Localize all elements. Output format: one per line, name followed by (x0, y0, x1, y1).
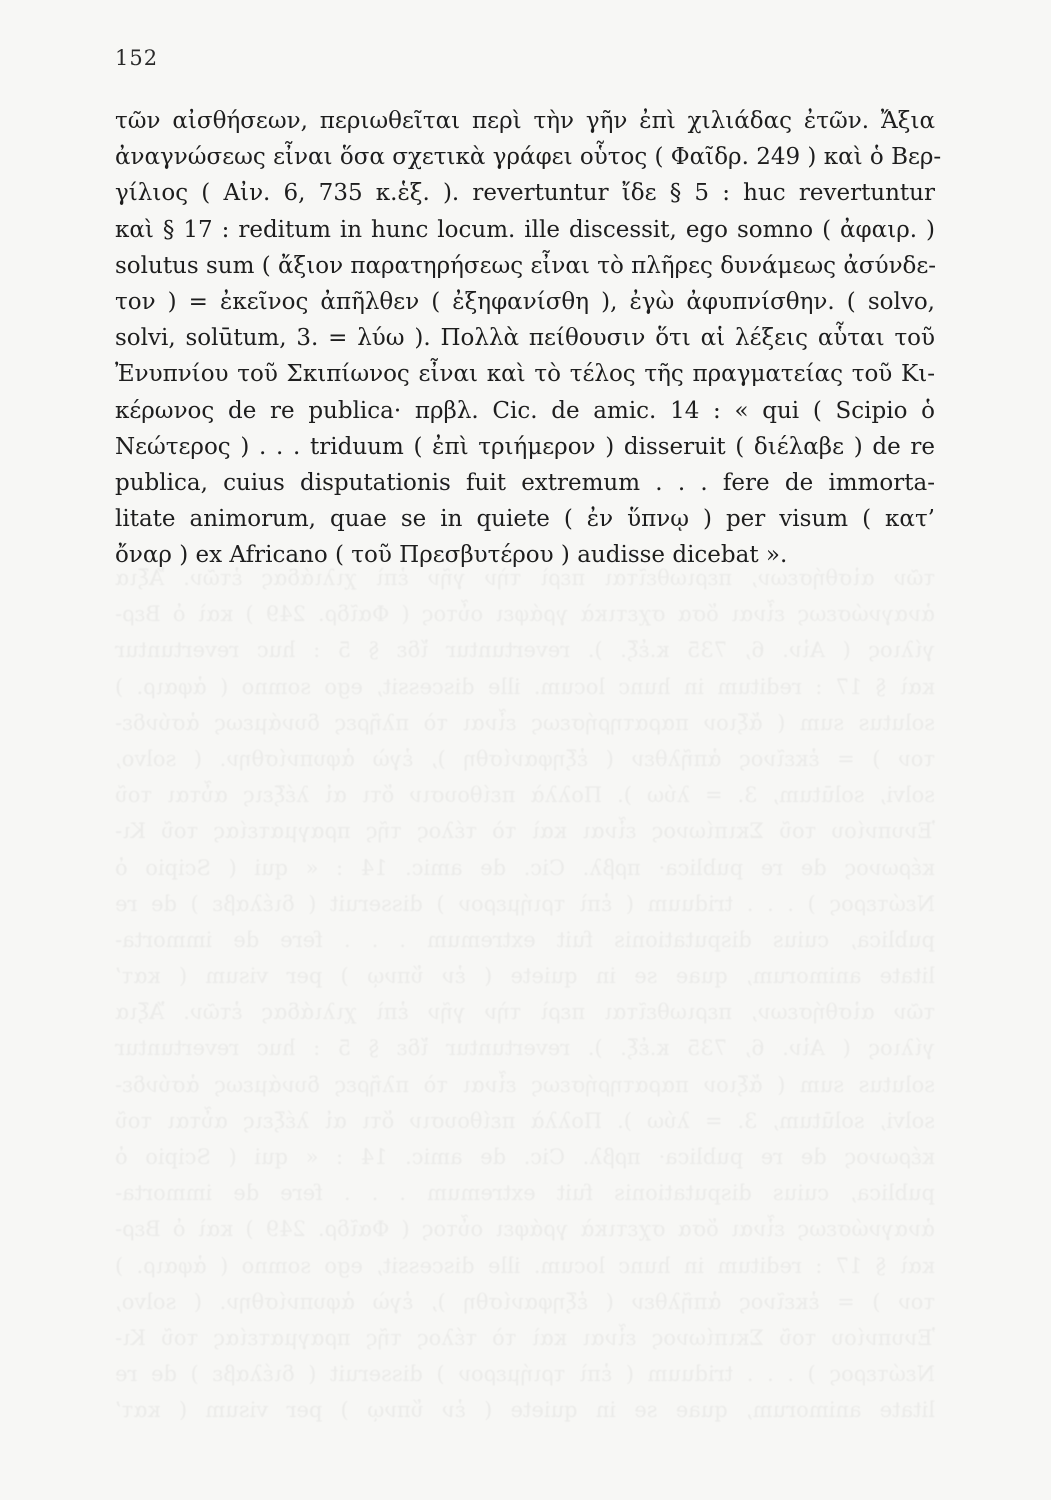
show-through-line: solvi, solūtum, 3. = λύω ). Πολλὰ πείθουσιν ὅτι αἱ λέξεις αὗται τοῦ (115, 1108, 935, 1133)
text-line: litate animorum, quae se in quiete ( ἐν ὕπνῳ ) per visum ( κατ’ (115, 506, 935, 533)
show-through-line: κέρωνος de re publica· πρβλ. Cic. de amic. 14 : « qui ( Scipio ὁ (115, 855, 935, 880)
show-through-line: Νεώτερος ) . . . triduum ( ἐπὶ τριήμερον ) disseruit ( διέλαβε ) de re (115, 891, 935, 916)
text-line: ἀναγνώσεως εἶναι ὅσα σχετικὰ γράφει οὗτος ( Φαῖδρ. 249 ) καὶ ὁ Βερ- (115, 144, 942, 171)
text-line: τον ) = ἐκεῖνος ἀπῆλθεν ( ἐξηφανίσθη ), ἐγὼ ἀφυπνίσθην. ( solvo, (115, 288, 935, 315)
show-through-line: solutus sum ( ἄξιον παρατηρήσεως εἶναι τὸ πλῆρες δυνάμεως ἀσύνδε- (115, 710, 935, 735)
show-through-line: litate animorum, quae se in quiete ( ἐν ὕπνῳ ) per visum ( κατ’ (115, 1398, 935, 1423)
page-number: 152 (115, 46, 159, 70)
show-through-line: Ἐνυπνίου τοῦ Σκιπίωνος εἶναι καὶ τὸ τέλος τῆς πραγματείας τοῦ Κι- (115, 1325, 935, 1350)
text-line: τῶν αἰσθήσεων, περιωθεῖται περὶ τὴν γῆν ἐπὶ χιλιάδας ἐτῶν. Ἄξια (115, 108, 935, 134)
show-through-line: γίλιος ( Αἰν. 6, 735 κ.ἑξ. ). revertuntur ἴδε § 5 : huc revertuntur (115, 638, 935, 663)
show-through-line: τον ) = ἐκεῖνος ἀπῆλθεν ( ἐξηφανίσθη ), ἐγὼ ἀφυπνίσθην. ( solvo, (115, 746, 935, 771)
text-line: ὄναρ ) ex Africano ( τοῦ Πρεσβυτέρου ) audisse dicebat ». (115, 542, 788, 569)
show-through-line: ἀναγνώσεως εἶναι ὅσα σχετικὰ γράφει οὗτος ( Φαῖδρ. 249 ) καὶ ὁ Βερ- (115, 602, 935, 627)
show-through-line: publica, cuius disputationis fuit extremum . . . fere de immorta- (115, 927, 935, 952)
text-line: Ἐνυπνίου τοῦ Σκιπίωνος εἶναι καὶ τὸ τέλος τῆς πραγματείας τοῦ Κι- (115, 361, 935, 388)
text-line: solvi, solūtum, 3. = λύω ). Πολλὰ πείθουσιν ὅτι αἱ λέξεις αὗται τοῦ (115, 325, 935, 352)
show-through-line: solutus sum ( ἄξιον παρατηρήσεως εἶναι τὸ πλῆρες δυνάμεως ἀσύνδε- (115, 1072, 935, 1097)
show-through-line: solvi, solūtum, 3. = λύω ). Πολλὰ πείθουσιν ὅτι αἱ λέξεις αὗται τοῦ (115, 783, 935, 808)
text-line: κέρωνος de re publica· πρβλ. Cic. de amic. 14 : « qui ( Scipio ὁ (115, 397, 935, 424)
text-line: publica, cuius disputationis fuit extremum . . . fere de immorta- (115, 469, 935, 496)
show-through-line: καὶ § 17 : reditum in hunc locum. ille discessit, ego somno ( ἀφαιρ. ) (115, 1253, 935, 1278)
show-through-text (115, 560, 935, 1429)
show-through-line: τῶν αἰσθήσεων, περιωθεῖται περὶ τὴν γῆν ἐπὶ χιλιάδας ἐτῶν. Ἄξια (115, 1000, 935, 1025)
show-through-line: τον ) = ἐκεῖνος ἀπῆλθεν ( ἐξηφανίσθη ), ἐγὼ ἀφυπνίσθην. ( solvo, (115, 1289, 935, 1314)
text-line: Νεώτερος ) . . . triduum ( ἐπὶ τριήμερον ) disseruit ( διέλαβε ) de re (115, 433, 935, 460)
text-line: γίλιος ( Αἰν. 6, 735 κ.ἑξ. ). revertuntur ἴδε § 5 : huc revertuntur (115, 180, 935, 207)
show-through-line: ἀναγνώσεως εἶναι ὅσα σχετικὰ γράφει οὗτος ( Φαῖδρ. 249 ) καὶ ὁ Βερ- (115, 1217, 935, 1242)
text-line: solutus sum ( ἄξιον παρατηρήσεως εἶναι τὸ πλῆρες δυνάμεως ἀσύνδε- (115, 252, 937, 279)
show-through-line: κέρωνος de re publica· πρβλ. Cic. de amic. 14 : « qui ( Scipio ὁ (115, 1145, 935, 1169)
show-through-line: καὶ § 17 : reditum in hunc locum. ille discessit, ego somno ( ἀφαιρ. ) (115, 674, 935, 699)
show-through-line: Νεώτερος ) . . . triduum ( ἐπὶ τριήμερον ) disseruit ( διέλαβε ) de re (115, 1362, 935, 1387)
commentary-paragraph (115, 103, 942, 573)
show-through-line: publica, cuius disputationis fuit extremum . . . fere de immorta- (115, 1181, 935, 1206)
text-line: καὶ § 17 : reditum in hunc locum. ille discessit, ego somno ( ἀφαιρ. ) (115, 216, 935, 243)
show-through-line: γίλιος ( Αἰν. 6, 735 κ.ἑξ. ). revertuntur ἴδε § 5 : huc revertuntur (115, 1036, 935, 1061)
show-through-line: Ἐνυπνίου τοῦ Σκιπίωνος εἶναι καὶ τὸ τέλος τῆς πραγματείας τοῦ Κι- (115, 819, 935, 844)
show-through-line: τῶν αἰσθήσεων, περιωθεῖται περὶ τὴν γῆν ἐπὶ χιλιάδας ἐτῶν. Ἄξια (115, 566, 935, 590)
show-through-line: litate animorum, quae se in quiete ( ἐν ὕπνῳ ) per visum ( κατ’ (115, 964, 935, 989)
